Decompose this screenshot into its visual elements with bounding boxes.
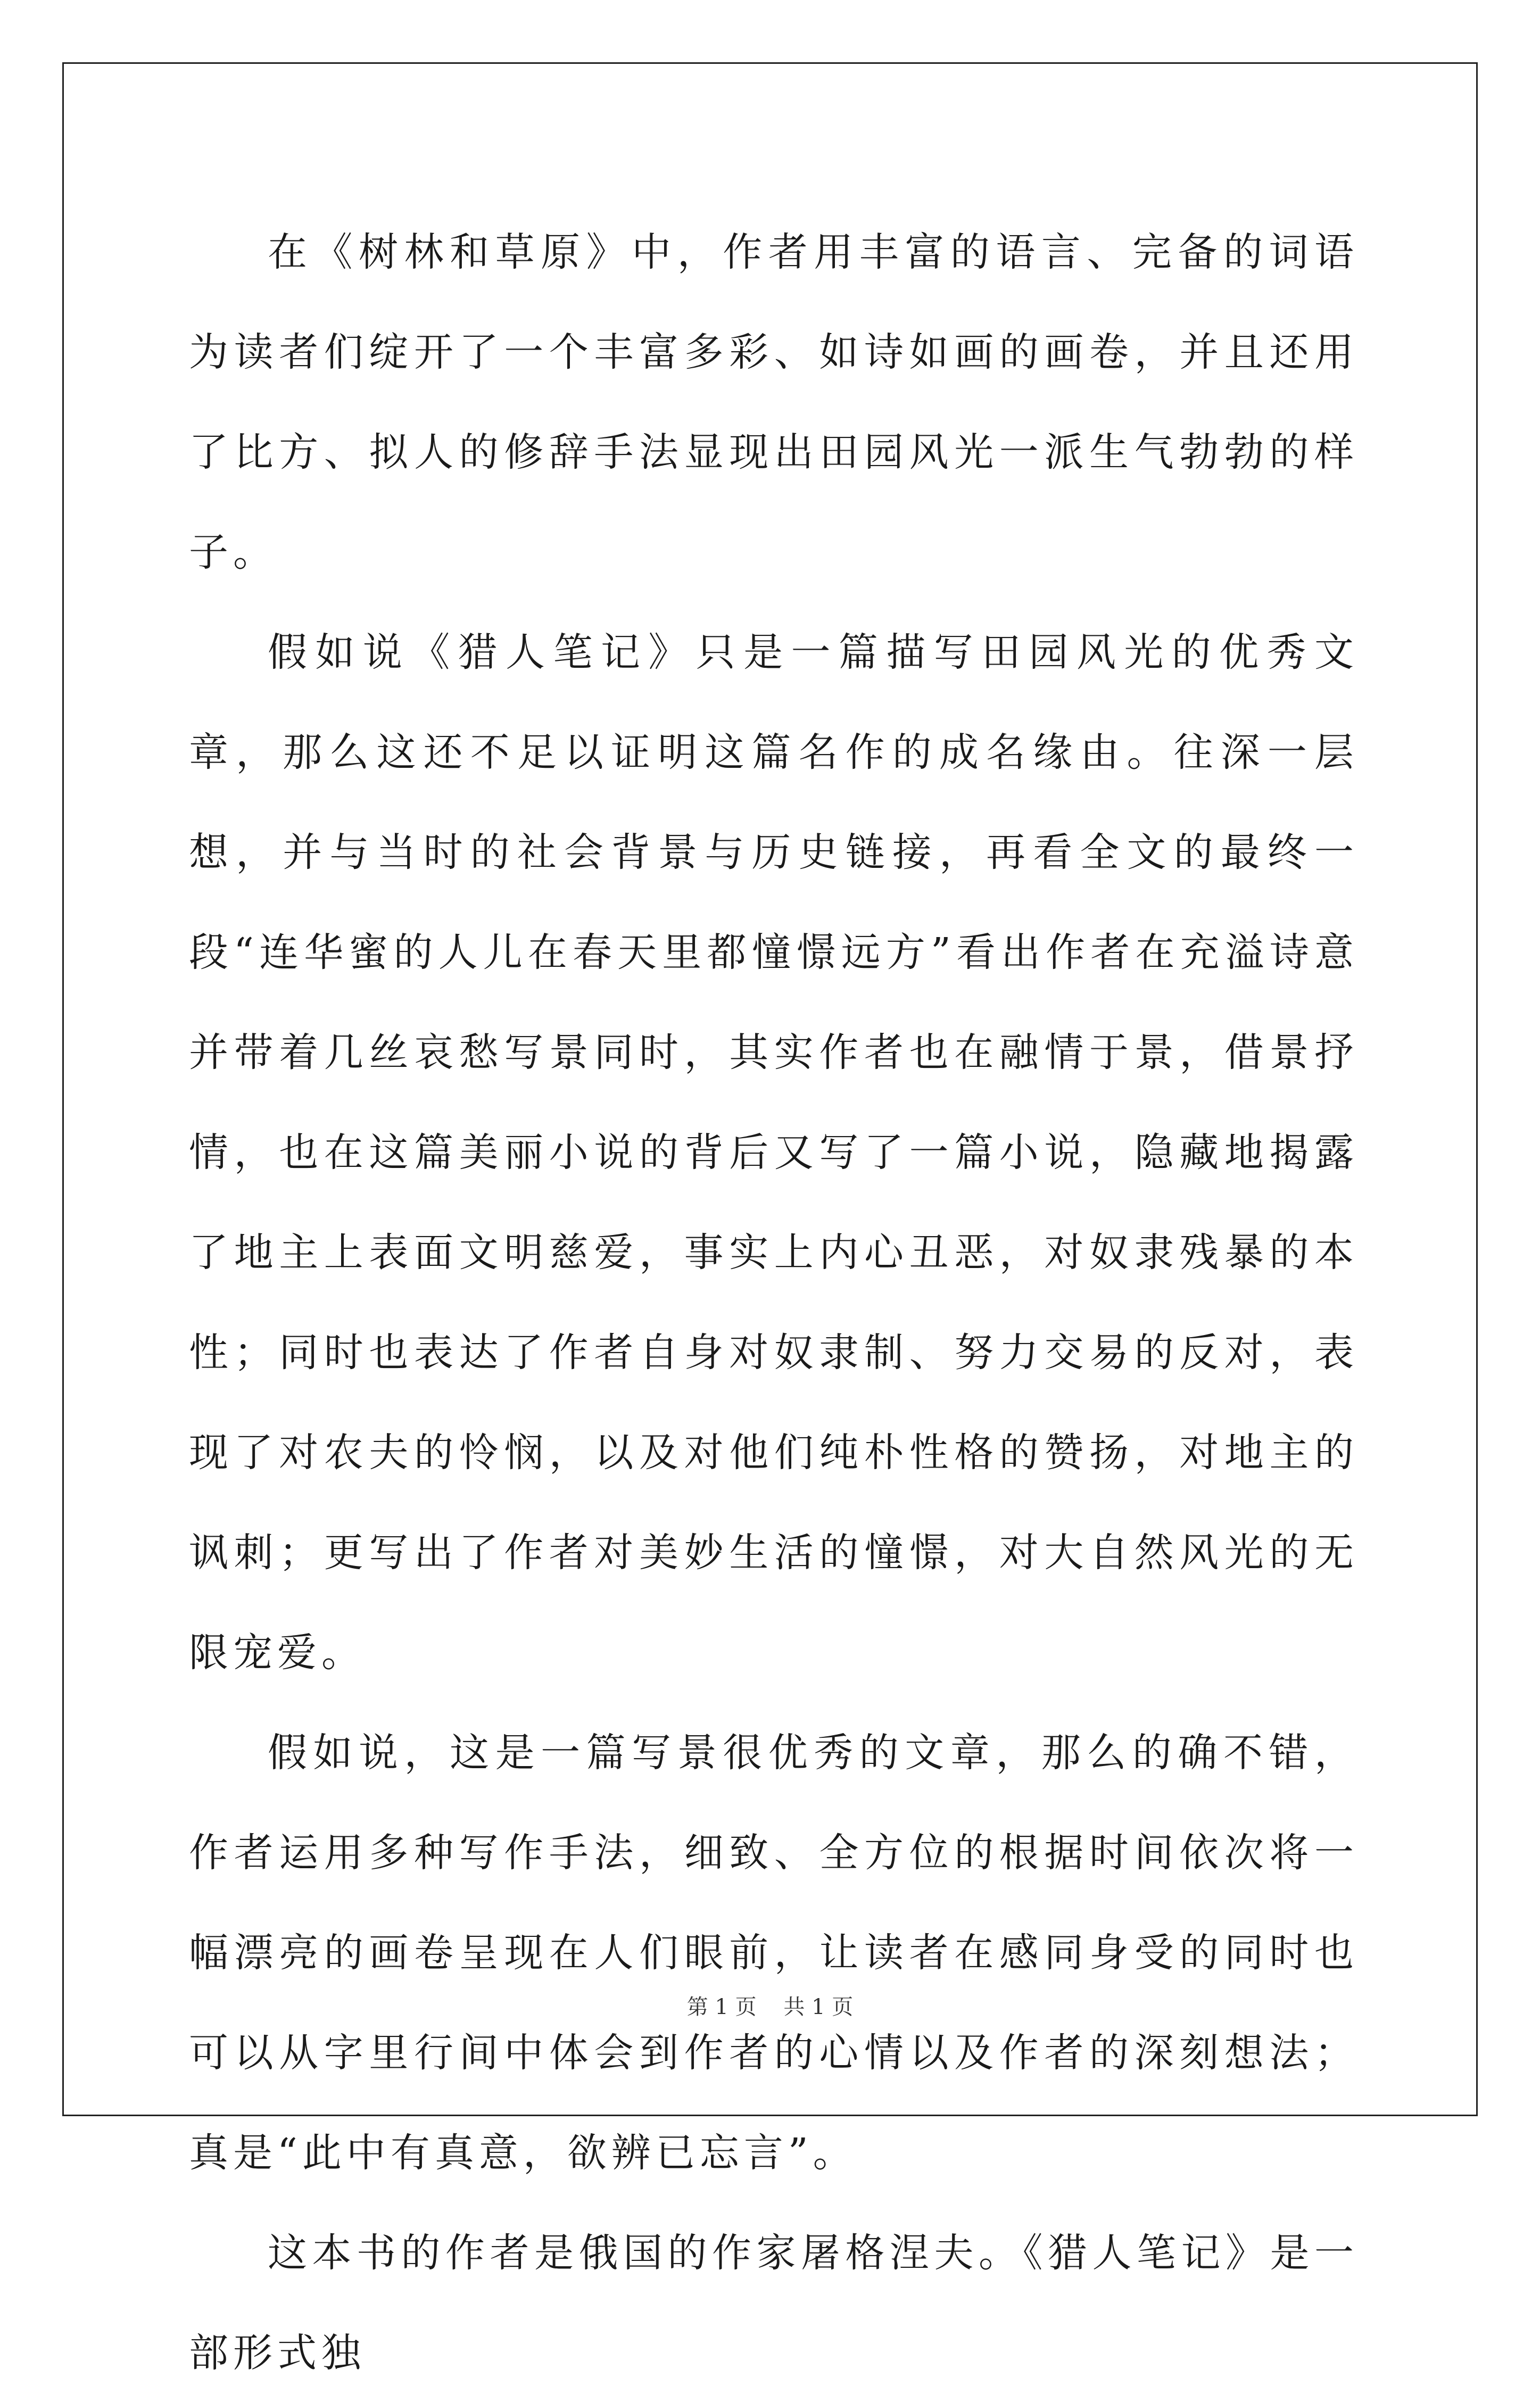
- paragraph-3: 假如说，这是一篇写景很优秀的文章，那么的确不错，作者运用多种写作手法，细致、全方位的根据时间依次将一幅漂亮的画卷呈现在人们眼前，让读者在感同身受的同时也可以从字里行间中体会到作者的心情以及作者的深刻想法；真是“此中有真意，欲辨已忘言”。: [189, 1730, 1359, 2176]
- paragraph-2: 假如说《猎人笔记》只是一篇描写田园风光的优秀文章，那么这还不足以证明这篇名作的成名缘由。往深一层想，并与当时的社会背景与历史链接，再看全文的最终一段“连华蜜的人儿在春天里都憧憬远方”看出作者在充溢诗意并带着几丝哀愁写景同时，其实作者也在融情于景，借景抒情，也在这篇美丽小说的背后又写了一篇小说，隐藏地揭露了地主上表面文明慈爱，事实上内心丑恶，对奴隶残暴的本性；同时也表达了作者自身对奴隶制、努力交易的反对，表现了对农夫的怜悯，以及对他们纯朴性格的赞扬，对地主的讽刺；更写出了作者对美妙生活的憧憬，对大自然风光的无限宠爱。: [189, 629, 1359, 1676]
- page-number-footer: 第 1 页 共 1 页: [686, 1995, 854, 2019]
- paragraph-4: 这本书的作者是俄国的作家屠格涅夫。《猎人笔记》是一部形式独: [189, 2230, 1359, 2376]
- document-body: [189, 202, 1359, 2403]
- paragraph-1: 在《树林和草原》中，作者用丰富的语言、完备的词语为读者们绽开了一个丰富多彩、如诗如画的画卷，并且还用了比方、拟人的修辞手法显现出田园风光一派生气勃勃的样子。: [189, 229, 1359, 575]
